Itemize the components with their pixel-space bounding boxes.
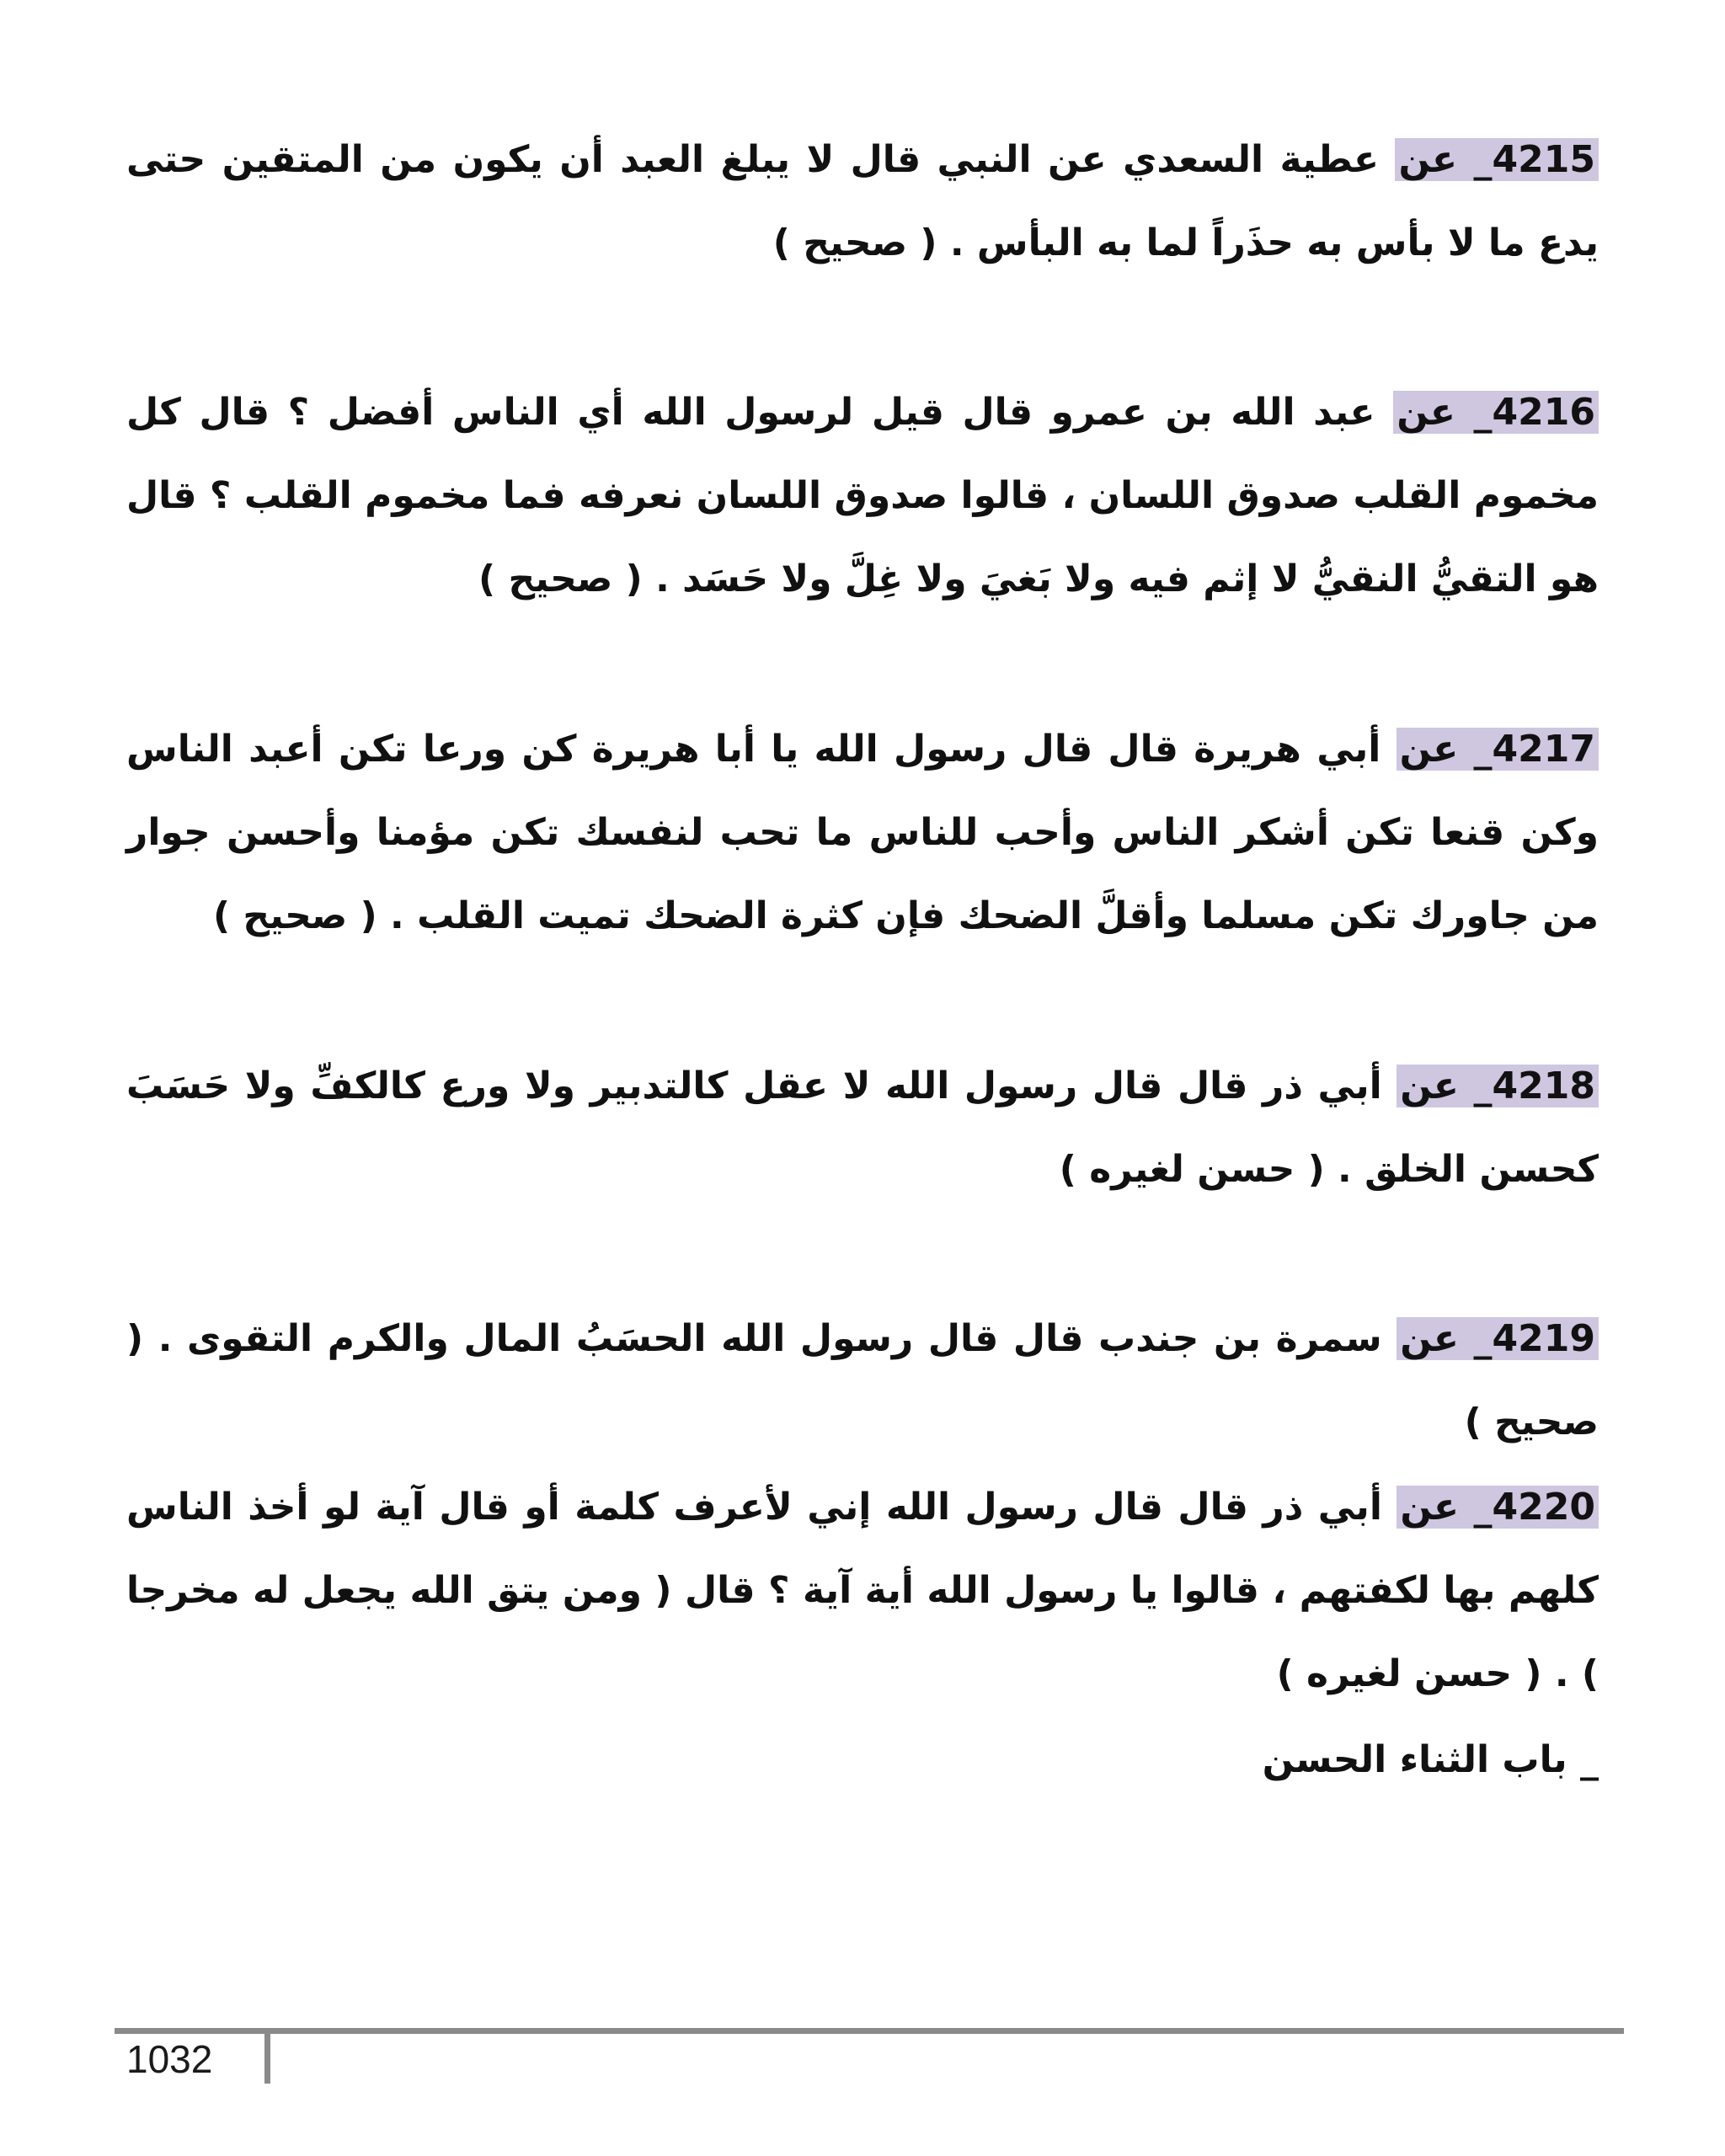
hadith-an: _ عن [1400,1317,1493,1360]
hadith-4215 [126,118,1599,285]
hadith-text: عطية السعدي عن النبي قال لا يبلغ العبد أن يكون من المتقين حتى يدع ما لا بأس به حذَراً لما به البأس . ( صحيح ) [126,138,1599,264]
hadith-text: أبي هريرة قال قال رسول الله يا أبا هريرة كن ورعا تكن أعبد الناس وكن قنعا تكن أشكر الناس وأحب للناس ما تحب لنفسك تكن مؤمنا وأحسن جوار من جاورك تكن مسلما وأقلَّ الضحك فإن كثرة الضحك تميت القلب . ( صحيح ) [126,728,1599,937]
hadith-label [1397,1486,1599,1529]
hadith-text: أبي ذر قال قال رسول الله إني لأعرف كلمة أو قال آية لو أخذ الناس كلهم بها لكفتهم ، قالوا يا رسول الله أية آية ؟ قال ( ومن يتق الله يجعل له مخرجا ) . ( حسن لغيره ) [126,1486,1599,1695]
hadith-label [1397,1317,1599,1360]
hadith-4220 [126,1465,1599,1716]
hadith-an: _ عن [1397,391,1493,434]
hadith-number: 4216 [1492,391,1595,434]
hadith-number: 4219 [1492,1317,1595,1360]
hadith-number: 4220 [1492,1486,1595,1529]
hadith-an: _ عن [1400,1065,1493,1107]
hadith-text: أبي ذر قال قال رسول الله لا عقل كالتدبير ولا ورع كالكفِّ ولا حَسَبَ كحسن الخلق . ( حسن لغيره ) [126,1065,1599,1191]
chapter-heading: _ باب الثناء الحسن [1262,1738,1599,1781]
page-number: 1032 [126,2037,213,2081]
hadith-an: _ عن [1399,728,1493,771]
hadith-label [1397,728,1599,771]
hadith-label [1393,391,1599,434]
hadith-label [1397,1065,1599,1107]
hadith-4218 [126,1044,1599,1211]
hadith-number: 4215 [1492,138,1595,181]
hadith-label [1395,138,1599,181]
hadith-text: عبد الله بن عمرو قال قيل لرسول الله أي الناس أفضل ؟ قال كل مخموم القلب صدوق اللسان ، قالوا صدوق اللسان نعرفه فما مخموم القلب ؟ قال هو التقيُّ النقيُّ لا إثم فيه ولا بَغيَ ولا غِلَّ ولا حَسَد . ( صحيح ) [126,391,1599,600]
hadith-4219 [126,1297,1599,1464]
footer-rule [115,2028,1624,2034]
hadith-an: _ عن [1398,138,1493,181]
hadith-text: سمرة بن جندب قال قال رسول الله الحسَبُ المال والكرم التقوى . ( صحيح ) [126,1317,1599,1444]
hadith-number: 4217 [1492,728,1595,771]
hadith-an: _ عن [1400,1486,1493,1529]
hadith-number: 4218 [1492,1065,1595,1107]
footer-divider [264,2028,270,2084]
hadith-4216 [126,371,1599,621]
hadith-4217 [126,707,1599,958]
